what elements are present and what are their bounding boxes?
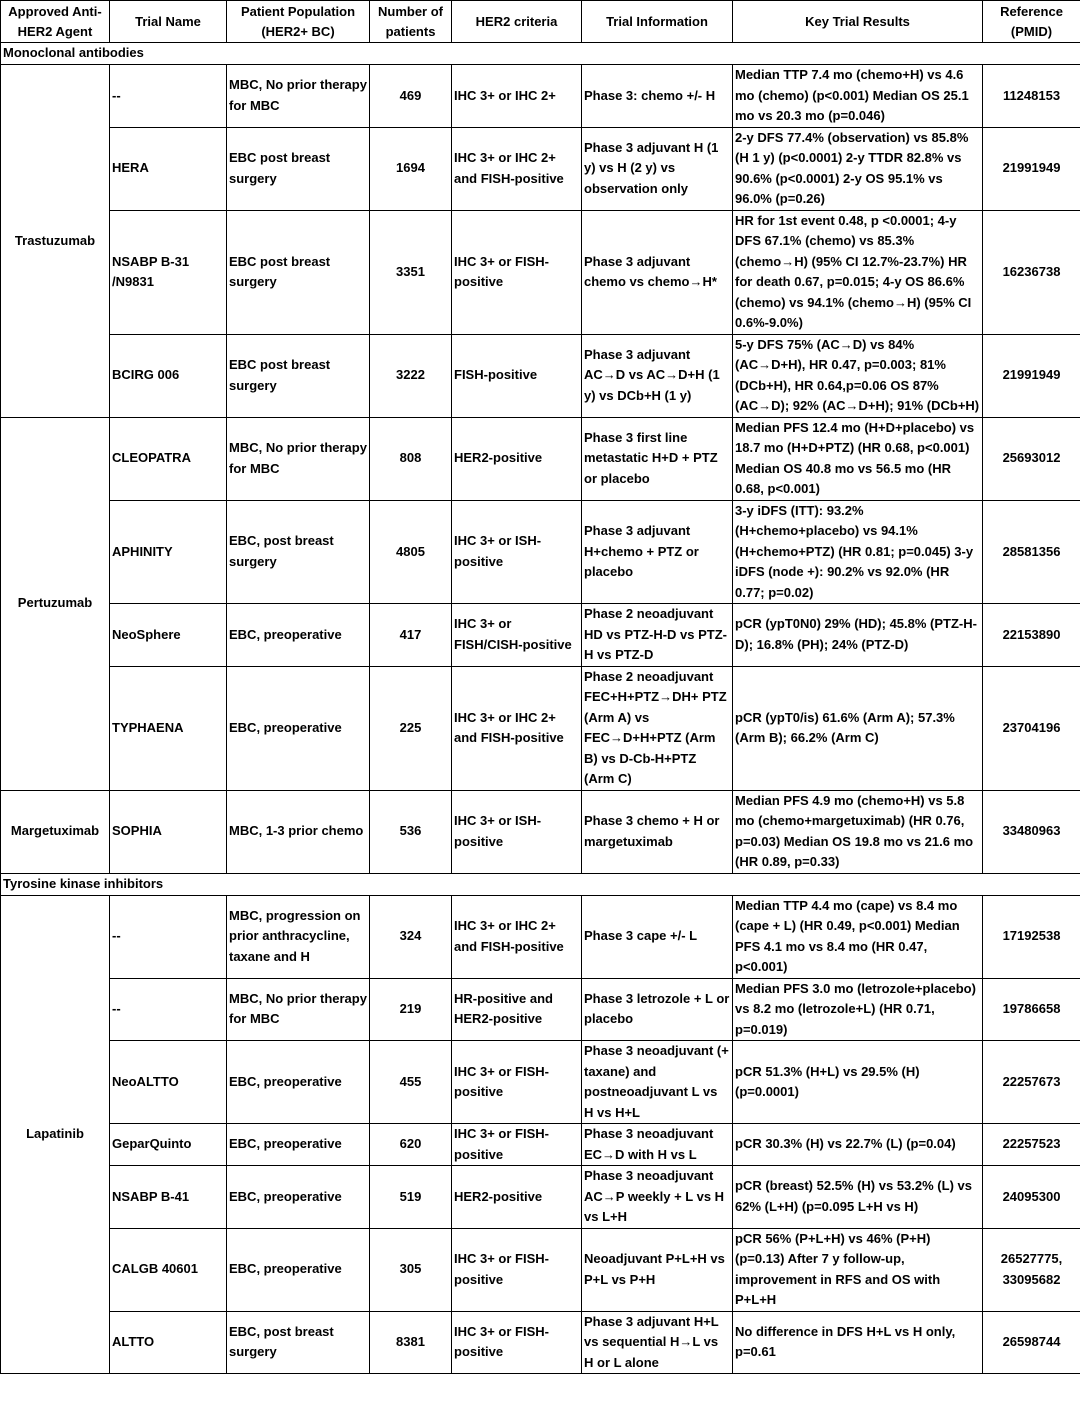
- table-row: [1, 604, 1080, 667]
- header-trial-name: Trial Name: [110, 1, 227, 43]
- criteria-cell: IHC 3+ or FISH/CISH-positive: [452, 604, 582, 667]
- reference-cell: 17192538: [983, 895, 1080, 978]
- population-cell: EBC, preoperative: [227, 1124, 370, 1166]
- results-cell: pCR 51.3% (H+L) vs 29.5% (H) (p=0.0001): [733, 1041, 983, 1124]
- population-cell: EBC, preoperative: [227, 1041, 370, 1124]
- table-row: [1, 790, 1080, 873]
- reference-cell: 22153890: [983, 604, 1080, 667]
- header-reference: Reference (PMID): [983, 1, 1080, 43]
- reference-cell: 28581356: [983, 500, 1080, 604]
- agent-cell: Margetuximab: [1, 790, 110, 873]
- header-agent: Approved Anti-HER2 Agent: [1, 1, 110, 43]
- table-row: [1, 500, 1080, 604]
- trial-name-cell: HERA: [110, 127, 227, 210]
- patients-cell: 519: [370, 1166, 452, 1229]
- population-cell: MBC, 1-3 prior chemo: [227, 790, 370, 873]
- criteria-cell: IHC 3+ or FISH-positive: [452, 1124, 582, 1166]
- header-her2-criteria: HER2 criteria: [452, 1, 582, 43]
- patients-cell: 455: [370, 1041, 452, 1124]
- results-cell: HR for 1st event 0.48, p <0.0001; 4-y DFS 67.1% (chemo) vs 85.3% (chemo→H) (95% CI 12.7%-23.7%) HR for death 0.67, p=0.015; 4-y OS 86.6% (chemo) vs 94.1% (chemo→H) (95% CI 0.6%-9.0%): [733, 210, 983, 334]
- table-row: [1, 1228, 1080, 1311]
- reference-cell: 26598744: [983, 1311, 1080, 1374]
- criteria-cell: IHC 3+ or ISH-positive: [452, 500, 582, 604]
- results-cell: pCR (ypT0N0) 29% (HD); 45.8% (PTZ-H-D); 16.8% (PH); 24% (PTZ-D): [733, 604, 983, 667]
- population-cell: EBC post breast surgery: [227, 210, 370, 334]
- criteria-cell: FISH-positive: [452, 334, 582, 417]
- patients-cell: 324: [370, 895, 452, 978]
- trial-name-cell: SOPHIA: [110, 790, 227, 873]
- trial-info-cell: Phase 3: chemo +/- H: [582, 65, 733, 128]
- patients-cell: 219: [370, 978, 452, 1041]
- trial-info-cell: Phase 3 chemo + H or margetuximab: [582, 790, 733, 873]
- section-title: Monoclonal antibodies: [1, 43, 1080, 65]
- table-row: [1, 895, 1080, 978]
- patients-cell: 3351: [370, 210, 452, 334]
- reference-cell: 25693012: [983, 417, 1080, 500]
- population-cell: EBC, preoperative: [227, 666, 370, 790]
- trial-info-cell: Phase 3 letrozole + L or placebo: [582, 978, 733, 1041]
- header-trial-information: Trial Information: [582, 1, 733, 43]
- trial-name-cell: NeoALTTO: [110, 1041, 227, 1124]
- population-cell: EBC post breast surgery: [227, 127, 370, 210]
- trial-name-cell: CALGB 40601: [110, 1228, 227, 1311]
- reference-cell: 16236738: [983, 210, 1080, 334]
- results-cell: 2-y DFS 77.4% (observation) vs 85.8% (H 1 y) (p<0.0001) 2-y TTDR 82.8% vs 90.6% (p<0.0001) 2-y OS 95.1% vs 96.0% (p=0.26): [733, 127, 983, 210]
- results-cell: Median TTP 7.4 mo (chemo+H) vs 4.6 mo (chemo) (p<0.001) Median OS 25.1 mo vs 20.3 mo (p=0.046): [733, 65, 983, 128]
- results-cell: Median PFS 4.9 mo (chemo+H) vs 5.8 mo (chemo+margetuximab) (HR 0.76, p=0.03) Median OS 19.8 mo vs 21.6 mo (HR 0.89, p=0.33): [733, 790, 983, 873]
- trial-name-cell: NSABP B-31 /N9831: [110, 210, 227, 334]
- trial-info-cell: Phase 3 adjuvant AC→D vs AC→D+H (1 y) vs DCb+H (1 y): [582, 334, 733, 417]
- population-cell: MBC, No prior therapy for MBC: [227, 65, 370, 128]
- trial-name-cell: TYPHAENA: [110, 666, 227, 790]
- trial-name-cell: NSABP B-41: [110, 1166, 227, 1229]
- results-cell: No difference in DFS H+L vs H only, p=0.61: [733, 1311, 983, 1374]
- population-cell: EBC, post breast surgery: [227, 1311, 370, 1374]
- trial-name-cell: GeparQuinto: [110, 1124, 227, 1166]
- criteria-cell: IHC 3+ or IHC 2+ and FISH-positive: [452, 666, 582, 790]
- reference-cell: 22257673: [983, 1041, 1080, 1124]
- table-row: [1, 127, 1080, 210]
- trial-info-cell: Phase 3 adjuvant H+L vs sequential H→L vs H or L alone: [582, 1311, 733, 1374]
- table-row: [1, 1124, 1080, 1166]
- table-row: [1, 1311, 1080, 1374]
- reference-cell: 19786658: [983, 978, 1080, 1041]
- reference-cell: 21991949: [983, 127, 1080, 210]
- patients-cell: 417: [370, 604, 452, 667]
- criteria-cell: HER2-positive: [452, 1166, 582, 1229]
- criteria-cell: IHC 3+ or FISH-positive: [452, 1041, 582, 1124]
- results-cell: 5-y DFS 75% (AC→D) vs 84% (AC→D+H), HR 0.47, p=0.003; 81% (DCb+H), HR 0.64,p=0.06 OS 87% (AC→D); 92% (AC→D+H); 91% (DCb+H): [733, 334, 983, 417]
- population-cell: EBC, preoperative: [227, 1166, 370, 1229]
- header-key-trial-results: Key Trial Results: [733, 1, 983, 43]
- population-cell: EBC, preoperative: [227, 1228, 370, 1311]
- table-row: [1, 666, 1080, 790]
- table-row: [1, 210, 1080, 334]
- agent-cell: Lapatinib: [1, 895, 110, 1374]
- trial-info-cell: Phase 3 neoadjuvant AC→P weekly + L vs H vs L+H: [582, 1166, 733, 1229]
- results-cell: Median PFS 12.4 mo (H+D+placebo) vs 18.7 mo (H+D+PTZ) (HR 0.68, p<0.001) Median OS 40.8 mo vs 56.5 mo (HR 0.68, p<0.001): [733, 417, 983, 500]
- trial-info-cell: Phase 3 cape +/- L: [582, 895, 733, 978]
- patients-cell: 808: [370, 417, 452, 500]
- trial-info-cell: Phase 3 neoadjuvant EC→D with H vs L: [582, 1124, 733, 1166]
- results-cell: pCR 30.3% (H) vs 22.7% (L) (p=0.04): [733, 1124, 983, 1166]
- trial-info-cell: Phase 3 neoadjuvant (+ taxane) and postneoadjuvant L vs H vs H+L: [582, 1041, 733, 1124]
- criteria-cell: IHC 3+ or ISH-positive: [452, 790, 582, 873]
- patients-cell: 4805: [370, 500, 452, 604]
- agent-cell: Trastuzumab: [1, 65, 110, 418]
- criteria-cell: IHC 3+ or IHC 2+ and FISH-positive: [452, 127, 582, 210]
- criteria-cell: HR-positive and HER2-positive: [452, 978, 582, 1041]
- reference-cell: 22257523: [983, 1124, 1080, 1166]
- agent-cell: Pertuzumab: [1, 417, 110, 790]
- trial-name-cell: --: [110, 65, 227, 128]
- trial-info-cell: Phase 3 adjuvant chemo vs chemo→H*: [582, 210, 733, 334]
- table-row: [1, 417, 1080, 500]
- trial-name-cell: BCIRG 006: [110, 334, 227, 417]
- trial-name-cell: --: [110, 895, 227, 978]
- results-cell: pCR (breast) 52.5% (H) vs 53.2% (L) vs 62% (L+H) (p=0.095 L+H vs H): [733, 1166, 983, 1229]
- population-cell: EBC post breast surgery: [227, 334, 370, 417]
- reference-cell: 26527775, 33095682: [983, 1228, 1080, 1311]
- table-row: [1, 334, 1080, 417]
- population-cell: EBC, post breast surgery: [227, 500, 370, 604]
- patients-cell: 469: [370, 65, 452, 128]
- results-cell: Median TTP 4.4 mo (cape) vs 8.4 mo (cape + L) (HR 0.49, p<0.001) Median PFS 4.1 mo vs 8.4 mo (HR 0.47, p<0.001): [733, 895, 983, 978]
- patients-cell: 3222: [370, 334, 452, 417]
- trial-name-cell: NeoSphere: [110, 604, 227, 667]
- criteria-cell: IHC 3+ or IHC 2+ and FISH-positive: [452, 895, 582, 978]
- header-number-of-patients: Number of patients: [370, 1, 452, 43]
- table-body: [1, 43, 1080, 1374]
- section-title: Tyrosine kinase inhibitors: [1, 873, 1080, 895]
- trial-info-cell: Phase 3 adjuvant H (1 y) vs H (2 y) vs observation only: [582, 127, 733, 210]
- criteria-cell: IHC 3+ or FISH-positive: [452, 210, 582, 334]
- trial-name-cell: CLEOPATRA: [110, 417, 227, 500]
- results-cell: pCR (ypT0/is) 61.6% (Arm A); 57.3% (Arm B); 66.2% (Arm C): [733, 666, 983, 790]
- patients-cell: 536: [370, 790, 452, 873]
- patients-cell: 225: [370, 666, 452, 790]
- reference-cell: 24095300: [983, 1166, 1080, 1229]
- section-row: [1, 43, 1080, 65]
- criteria-cell: IHC 3+ or FISH-positive: [452, 1228, 582, 1311]
- criteria-cell: IHC 3+ or IHC 2+: [452, 65, 582, 128]
- trial-info-cell: Phase 2 neoadjuvant HD vs PTZ-H-D vs PTZ-H vs PTZ-D: [582, 604, 733, 667]
- population-cell: EBC, preoperative: [227, 604, 370, 667]
- trial-info-cell: Phase 2 neoadjuvant FEC+H+PTZ→DH+ PTZ (Arm A) vs FEC→D+H+PTZ (Arm B) vs D-Cb-H+PTZ (Arm C): [582, 666, 733, 790]
- population-cell: MBC, No prior therapy for MBC: [227, 978, 370, 1041]
- criteria-cell: HER2-positive: [452, 417, 582, 500]
- table-row: [1, 65, 1080, 128]
- trial-info-cell: Phase 3 first line metastatic H+D + PTZ or placebo: [582, 417, 733, 500]
- trial-info-cell: Phase 3 adjuvant H+chemo + PTZ or placebo: [582, 500, 733, 604]
- table-row: [1, 1166, 1080, 1229]
- patients-cell: 8381: [370, 1311, 452, 1374]
- results-cell: 3-y iDFS (ITT): 93.2% (H+chemo+placebo) vs 94.1% (H+chemo+PTZ) (HR 0.81; p=0.045) 3-y iDFS (node +): 90.2% vs 92.0% (HR 0.77; p=0.02): [733, 500, 983, 604]
- header-patient-population: Patient Population (HER2+ BC): [227, 1, 370, 43]
- table-row: [1, 1041, 1080, 1124]
- header-row: [1, 1, 1080, 43]
- criteria-cell: IHC 3+ or FISH-positive: [452, 1311, 582, 1374]
- trial-name-cell: ALTTO: [110, 1311, 227, 1374]
- results-cell: pCR 56% (P+L+H) vs 46% (P+H) (p=0.13) After 7 y follow-up, improvement in RFS and OS with P+L+H: [733, 1228, 983, 1311]
- section-row: [1, 873, 1080, 895]
- patients-cell: 1694: [370, 127, 452, 210]
- trial-info-cell: Neoadjuvant P+L+H vs P+L vs P+H: [582, 1228, 733, 1311]
- table-row: [1, 978, 1080, 1041]
- reference-cell: 11248153: [983, 65, 1080, 128]
- population-cell: MBC, progression on prior anthracycline, taxane and H: [227, 895, 370, 978]
- patients-cell: 620: [370, 1124, 452, 1166]
- reference-cell: 23704196: [983, 666, 1080, 790]
- trial-name-cell: APHINITY: [110, 500, 227, 604]
- population-cell: MBC, No prior therapy for MBC: [227, 417, 370, 500]
- patients-cell: 305: [370, 1228, 452, 1311]
- trial-name-cell: --: [110, 978, 227, 1041]
- reference-cell: 21991949: [983, 334, 1080, 417]
- reference-cell: 33480963: [983, 790, 1080, 873]
- results-cell: Median PFS 3.0 mo (letrozole+placebo) vs 8.2 mo (letrozole+L) (HR 0.71, p=0.019): [733, 978, 983, 1041]
